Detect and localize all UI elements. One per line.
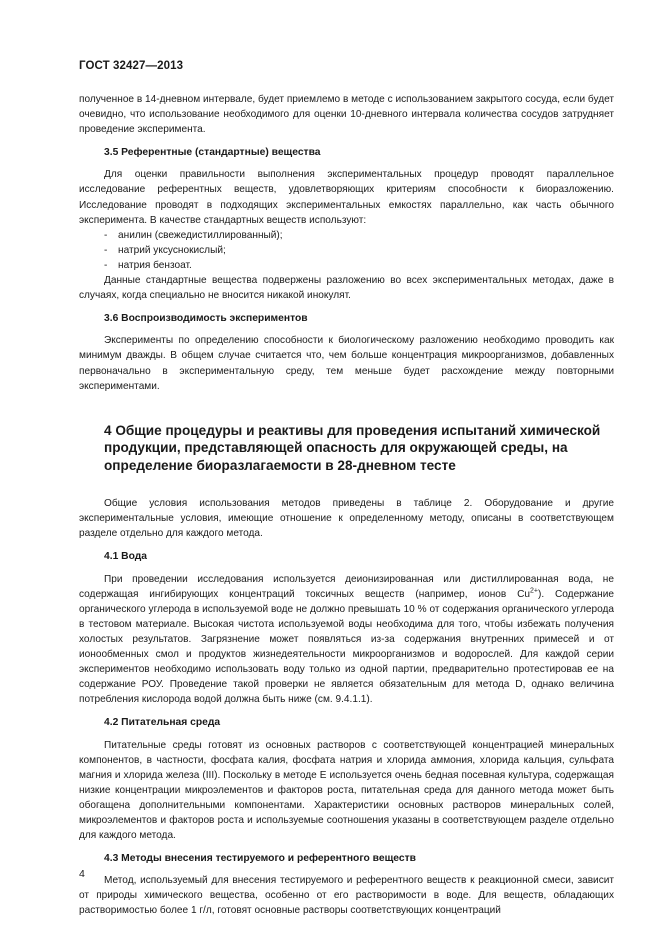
subsection-heading: 4.3 Методы внесения тестируемого и референтного веществ: [104, 853, 416, 865]
paragraph: Питательные среды готовят из основных растворов с соответствующей концентрацией минеральных компонентов, в частности, фосфата калия, фосфата натрия и хлорида аммония, хлорида кальция, сульфата магния и хлорида железа (III). Поскольку в методе Е используется очень бедная посевная культура, содержащая низкие концентрации микроэлементов и факторов роста, питательная среда для данного метода может быть обогащена дополнительными компонентами. Характеристики основных растворов минеральных солей, микроэлементов и факторов роста и используемые соотношения указаны в соответствующем разделе отдельно для каждого метода.: [79, 739, 614, 842]
list-item: [79, 243, 614, 258]
paragraph-pre: При проведении исследования используется деионизированная или дистиллированная вода, не содержащая ингибирующих концентраций токсичных веществ (например, ионов Cu: [79, 573, 614, 600]
document-header: ГОСТ 32427—2013: [79, 60, 184, 72]
list-dash: -: [104, 259, 108, 271]
subsection-heading: 3.6 Воспроизводимость экспериментов: [104, 313, 308, 325]
paragraph-sup: 2+: [530, 587, 538, 595]
paragraph: Данные стандартные вещества подвержены разложению во всех экспериментальных методах, даже в случаях, когда специально не вносится никакой инокулят.: [79, 275, 614, 302]
list-item-text: анилин (свежедистиллированный);: [118, 229, 283, 241]
list-dash: -: [104, 244, 108, 256]
subsection-heading: 4.2 Питательная среда: [104, 717, 221, 729]
section-title: 4 Общие процедуры и реактивы для проведения испытаний химической продукции, представляющей опасность для окружающей среды, на определение биоразлагаемости в 28-дневном тесте: [104, 422, 601, 473]
paragraph-post: ). Содержание органического углерода в используемой воде не должно превышать 10 % от содержания органического углерода в тестовом материале. Высокая чистота используемой воды необходима для того, чтобы избежать получения холостых результатов. Загрязнение может появляться из-за содержания внутренних примесей и от ионообменных смол и продуктов жизнедеятельности микроорганизмов и водорослей. Для каждой серии экспериментов необходимо использовать воду только из одной партии, предварительно протестировав ее на содержание РОУ. Проведение такой проверки не является обязательным для метода D, однако величина потребления кислорода водой должна быть ниже (см. 9.4.1.1).: [79, 588, 614, 706]
paragraph: Для оценки правильности выполнения экспериментальных процедур проводят параллельное исследование референтных веществ, удовлетворяющих критериям способности к биоразложению. Исследование проводят в подходящих экспериментальных емкостях параллельно, как часть обычного эксперимента. В качестве стандартных веществ используют:: [79, 169, 614, 226]
paragraph: полученное в 14-дневном интервале, будет приемлемо в методе с использованием закрытого сосуда, если будет очевидно, что использование необходимого для оценки 10-дневного интервала количества сосудов затрудняет проведение эксперимента.: [79, 94, 614, 136]
subsection-heading: 3.5 Референтные (стандартные) вещества: [104, 147, 321, 159]
page-number: 4: [79, 868, 85, 880]
paragraph: [79, 572, 614, 708]
list-dash: -: [104, 229, 108, 241]
document-body: [79, 92, 614, 919]
subsection-heading: 4.1 Вода: [104, 551, 148, 563]
list-item: [79, 258, 614, 273]
list-item-text: натрия бензоат.: [118, 259, 192, 271]
paragraph: Эксперименты по определению способности к биологическому разложению необходимо проводить как минимум дважды. В общем случае считается что, чем больше концентрация микроорганизмов, добавленных первоначально в экспериментальную среду, тем меньше будет расхождение между повторными экспериментами.: [79, 335, 614, 392]
paragraph: Метод, используемый для внесения тестируемого и референтного веществ к реакционной смеси, зависит от природы химического вещества, особенно от его растворимости в воде. Для веществ, обладающих растворимостью более 1 г/л, готовят основные растворы соответствующих концентраций: [79, 875, 614, 917]
list-item: [79, 228, 614, 243]
list-item-text: натрий уксуснокислый;: [118, 244, 226, 256]
paragraph: Общие условия использования методов приведены в таблице 2. Оборудование и другие экспериментальные условия, имеющие отношение к определенному методу, описаны в соответствующем разделе отдельно для каждого метода.: [79, 498, 614, 540]
